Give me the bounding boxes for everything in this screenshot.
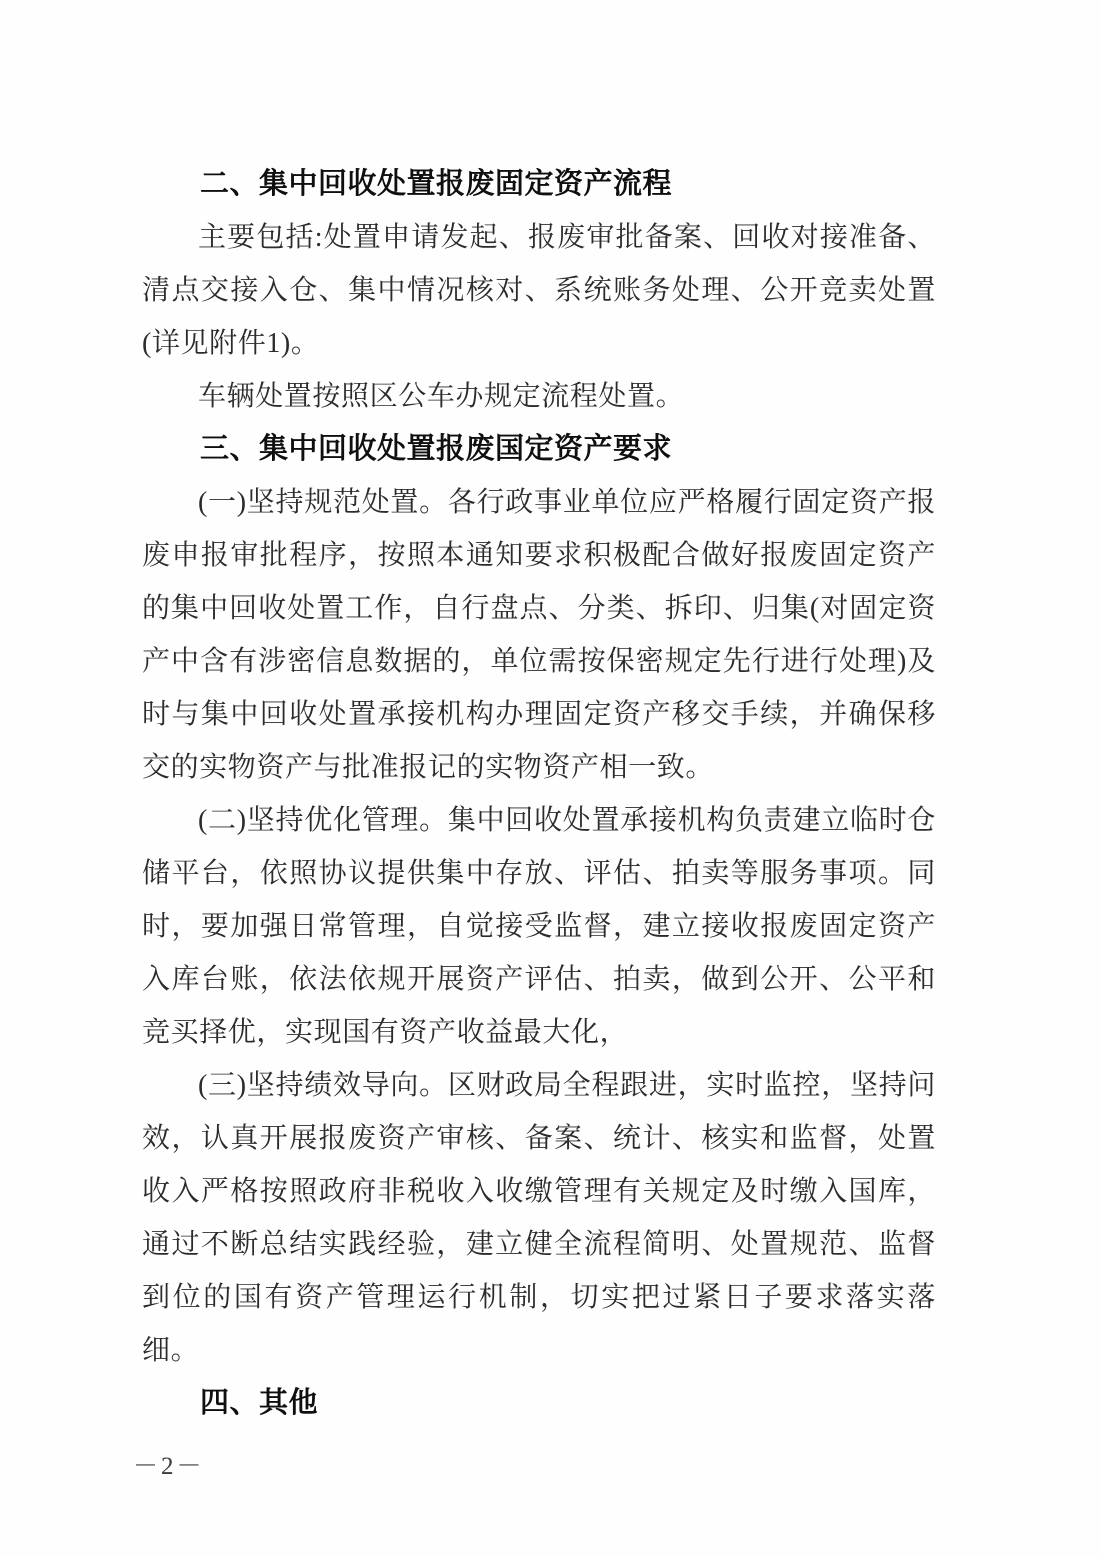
paragraph-requirement-1-standardized-disposal: (一)坚持规范处置。各行政事业单位应严格履行固定资产报废申报审批程序，按照本通知要求积极配合做好报废固定资产的集中回收处置工作，自行盘点、分类、拆印、归集(对固定资产中含有涉密信息数据的，单位需按保密规定先行进行处理)及时与集中回收处置承接机构办理固定资产移交手续，并确保移交的实物资产与批准报记的实物资产相一致。: [142, 487, 936, 783]
document-body: [142, 158, 936, 1430]
paragraph-requirement-2-optimized-management: (二)坚持优化管理。集中回收处置承接机构负责建立临时仓储平台，依照协议提供集中存放、评估、拍卖等服务事项。同时，要加强日常管理，自觉接受监督，建立接收报废固定资产入库台账，依法依规开展资产评估、拍卖，做到公开、公平和竞买择优，实现国有资产收益最大化，: [142, 805, 936, 1048]
paragraph-vehicle-disposal: 车辆处置按照区公车办规定流程处置。: [198, 381, 685, 412]
paragraph-process-overview: 主要包括:处置申请发起、报废审批备案、回收对接准备、清点交接入仓、集中情况核对、系统账务处理、公开竞卖处置(详见附件1)。: [142, 222, 936, 359]
section-heading-others: 四、其他: [200, 1387, 319, 1419]
page-number: －2－: [133, 1453, 205, 1480]
section-heading-centralized-disposal-requirements: 三、集中回收处置报废国定资产要求: [200, 433, 673, 465]
paragraph-requirement-3-performance-orientation: (三)坚持绩效导向。区财政局全程跟进，实时监控，坚持问效，认真开展报废资产审核、备案、统计、核实和监督，处置收入严格按照政府非税收入收缴管理有关规定及时缴入国库，通过不断总结实践经验，建立健全流程简明、处置规范、监督到位的国有资产管理运行机制，切实把过紧日子要求落实落细。: [142, 1070, 936, 1366]
section-heading-centralized-disposal-process: 二、集中回收处置报废固定资产流程: [200, 168, 673, 200]
